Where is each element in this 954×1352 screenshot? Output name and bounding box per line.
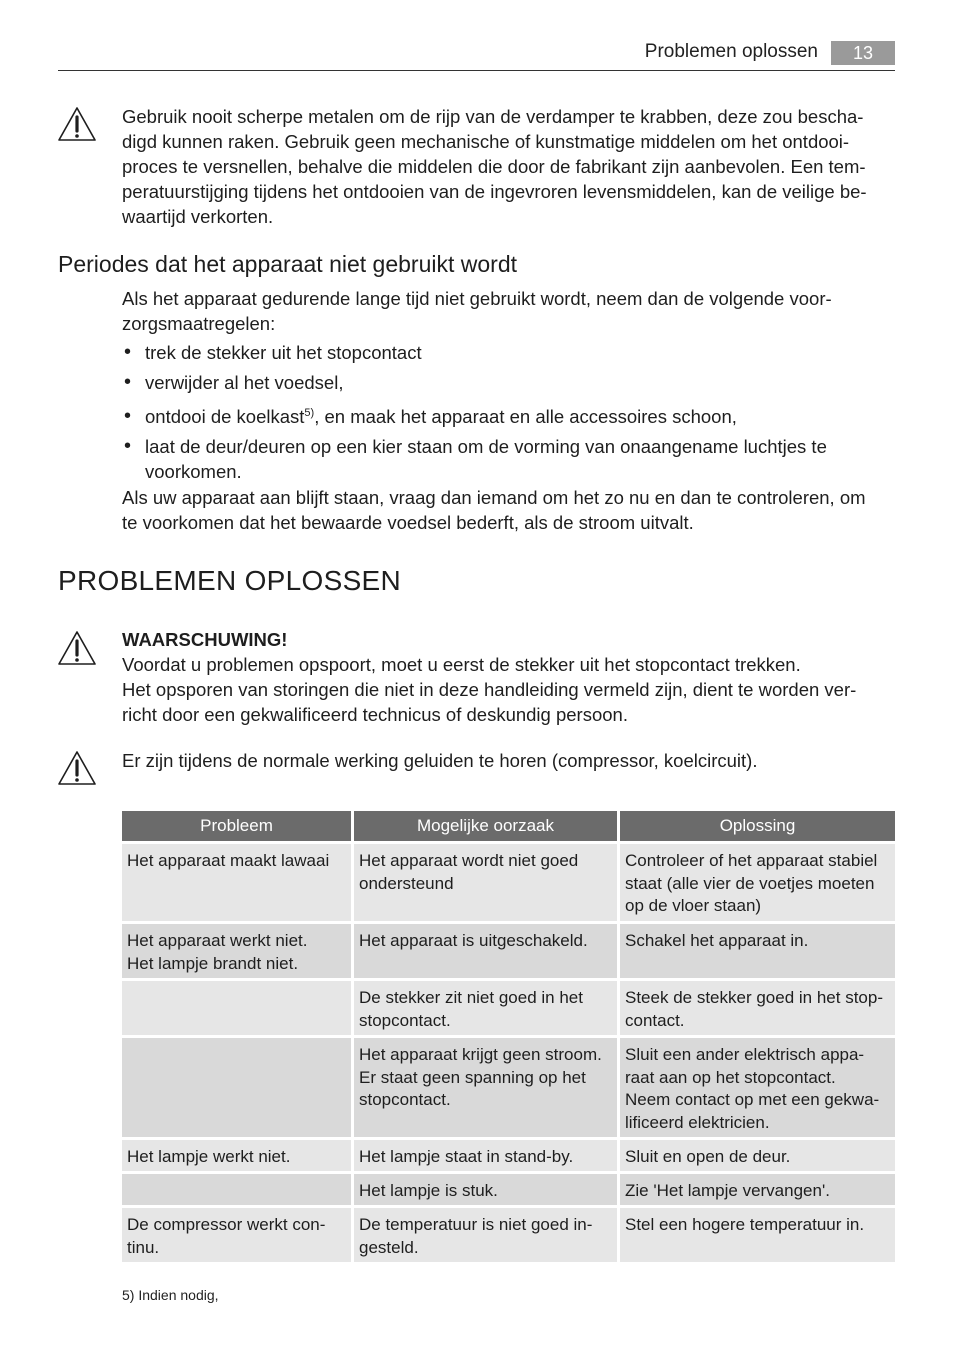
defrost-warning-text [122, 104, 897, 229]
cell-line: stopcontact. [359, 1010, 451, 1030]
solution-cell [620, 1208, 895, 1262]
text-line: peratuurstijging tijdens het ontdooien van de ingevroren levensmiddelen, kan de veilige be- [122, 181, 867, 202]
cell-line: De temperatuur is niet goed in- [359, 1215, 593, 1234]
cause-cell [354, 1174, 617, 1205]
column-header: Probleem [122, 811, 351, 841]
list-item-text: • laat de deur/deuren op een kier staan om de vorming van onaangename luchtjes te [145, 436, 827, 457]
cell-line: staat (alle vier de voetjes moeten [625, 873, 875, 893]
problem-cell [122, 981, 351, 1035]
precaution-list [122, 340, 897, 484]
solution-cell [620, 981, 895, 1035]
list-item-text: voorkomen. [145, 461, 242, 482]
solution-cell [620, 844, 895, 921]
cell-line: Het apparaat krijgt geen stroom. [359, 1045, 602, 1064]
list-item-text: ontdooi de koelkast [145, 406, 305, 427]
cell-line: Neem contact op met een gekwa- [625, 1090, 880, 1109]
table-row [122, 1208, 895, 1262]
list-item-text: trek de stekker uit het stopcontact [145, 342, 422, 363]
unused-outro [122, 485, 897, 535]
cell-line: Sluit een ander elektrisch appa- [625, 1045, 865, 1064]
cause-cell [354, 1038, 617, 1137]
cell-line: stopcontact. [359, 1090, 451, 1109]
section-heading: Periodes dat het apparaat niet gebruikt wordt [58, 251, 518, 277]
table-row [122, 1174, 895, 1205]
cell-line: Het lampje werkt niet. [127, 1147, 291, 1166]
cell-line: Er staat geen spanning op het [359, 1067, 586, 1087]
text-line: te voorkomen dat het bewaarde voedsel bederft, als de stroom uitvalt. [122, 512, 694, 533]
table-row [122, 924, 895, 978]
list-item [122, 404, 897, 429]
text-line: Gebruik nooit scherpe metalen om de rijp van de verdamper te krabben, deze zou bescha- [122, 106, 864, 127]
text-line: zorgsmaatregelen: [122, 313, 276, 334]
troubleshooting-table [122, 811, 895, 1262]
cell-line: Het lampje brandt niet. [127, 953, 299, 973]
page-number: 13 [831, 41, 895, 65]
text-line: Voordat u problemen opspoort, moet u eerst de stekker uit het stopcontact trekken. [122, 654, 801, 675]
text-line: proces te versnellen, behalve die middelen die door de fabrikant zijn aanbevolen. Een tem- [122, 156, 866, 177]
table-row [122, 1038, 895, 1137]
problem-cell [122, 1208, 351, 1262]
cell-line: Het apparaat wordt niet goed [359, 851, 579, 870]
problem-cell [122, 1140, 351, 1171]
warning-triangle-icon [57, 630, 97, 666]
cell-line: Het apparaat werkt niet. [127, 931, 308, 950]
cell-line: Het lampje staat in stand-by. [359, 1147, 574, 1166]
text-line: Het opsporen van storingen die niet in deze handleiding vermeld zijn, dient te worden ver- [122, 679, 857, 700]
header-divider [58, 70, 895, 71]
list-item [122, 434, 897, 484]
cell-line: raat aan op het stopcontact. [625, 1067, 836, 1087]
text-line: Als uw apparaat aan blijft staan, vraag dan iemand om het zo nu en dan te controleren, om [122, 487, 866, 508]
solution-cell [620, 1140, 895, 1171]
footnote-ref: 5) [304, 407, 315, 419]
cell-line: op de vloer staan) [625, 896, 762, 915]
cell-line: Zie 'Het lampje vervangen'. [625, 1181, 830, 1200]
cause-cell [354, 1208, 617, 1262]
text-line: richt door een gekwalificeerd technicus of deskundig persoon. [122, 704, 628, 725]
noise-note: Er zijn tijdens de normale werking geluiden te horen (compressor, koelcircuit). [122, 750, 758, 771]
list-item [122, 340, 897, 365]
problem-cell [122, 844, 351, 921]
cell-line: Het apparaat maakt lawaai [127, 851, 330, 870]
cell-line: contact. [625, 1010, 685, 1030]
cell-line: De compressor werkt con- [127, 1215, 326, 1234]
text-line: digd kunnen raken. Gebruik geen mechanische of kunstmatige middelen om het ontdooi- [122, 131, 850, 152]
troubleshooting-warning [122, 627, 897, 727]
column-header: Oplossing [620, 811, 895, 841]
chapter-title: PROBLEMEN OPLOSSEN [58, 565, 402, 596]
warning-triangle-icon [57, 106, 97, 142]
problem-cell [122, 1038, 351, 1137]
warning-title: WAARSCHUWING! [122, 629, 288, 650]
cause-cell [354, 1140, 617, 1171]
table-row [122, 1140, 895, 1171]
table-row [122, 981, 895, 1035]
solution-cell [620, 1038, 895, 1137]
table-row [122, 844, 895, 921]
cell-line: Steek de stekker goed in het stop- [625, 988, 883, 1007]
unused-intro [122, 286, 897, 336]
cell-line: lificeerd elektricien. [625, 1112, 770, 1132]
cell-line: De stekker zit niet goed in het [359, 988, 583, 1007]
solution-cell [620, 1174, 895, 1205]
list-item-text: verwijder al het voedsel, [145, 372, 344, 393]
cell-line: Stel een hogere temperatuur in. [625, 1215, 865, 1234]
cell-line: Het lampje is stuk. [359, 1181, 498, 1200]
table-header-row [122, 811, 895, 841]
list-item-text: , en maak het apparaat en alle accessoires schoon, [314, 406, 737, 427]
solution-cell [620, 924, 895, 978]
cell-line: Sluit en open de deur. [625, 1147, 791, 1166]
cell-line: Schakel het apparaat in. [625, 931, 809, 950]
text-line: waartijd verkorten. [122, 206, 274, 227]
problem-cell [122, 1174, 351, 1205]
text-line: Als het apparaat gedurende lange tijd niet gebruikt wordt, neem dan de volgende voor- [122, 288, 832, 309]
list-item [122, 370, 897, 395]
cause-cell [354, 924, 617, 978]
footnote: 5) Indien nodig, [122, 1287, 219, 1303]
column-header: Mogelijke oorzaak [354, 811, 617, 841]
cause-cell [354, 981, 617, 1035]
problem-cell [122, 924, 351, 978]
cell-line: ondersteund [359, 873, 454, 893]
running-header-title: Problemen oplossen [644, 41, 818, 62]
cell-line: Controleer of het apparaat stabiel [625, 851, 878, 870]
warning-triangle-icon [57, 750, 97, 786]
cause-cell [354, 844, 617, 921]
cell-line: tinu. [127, 1237, 160, 1257]
cell-line: Het apparaat is uitgeschakeld. [359, 931, 588, 950]
cell-line: gesteld. [359, 1237, 419, 1257]
